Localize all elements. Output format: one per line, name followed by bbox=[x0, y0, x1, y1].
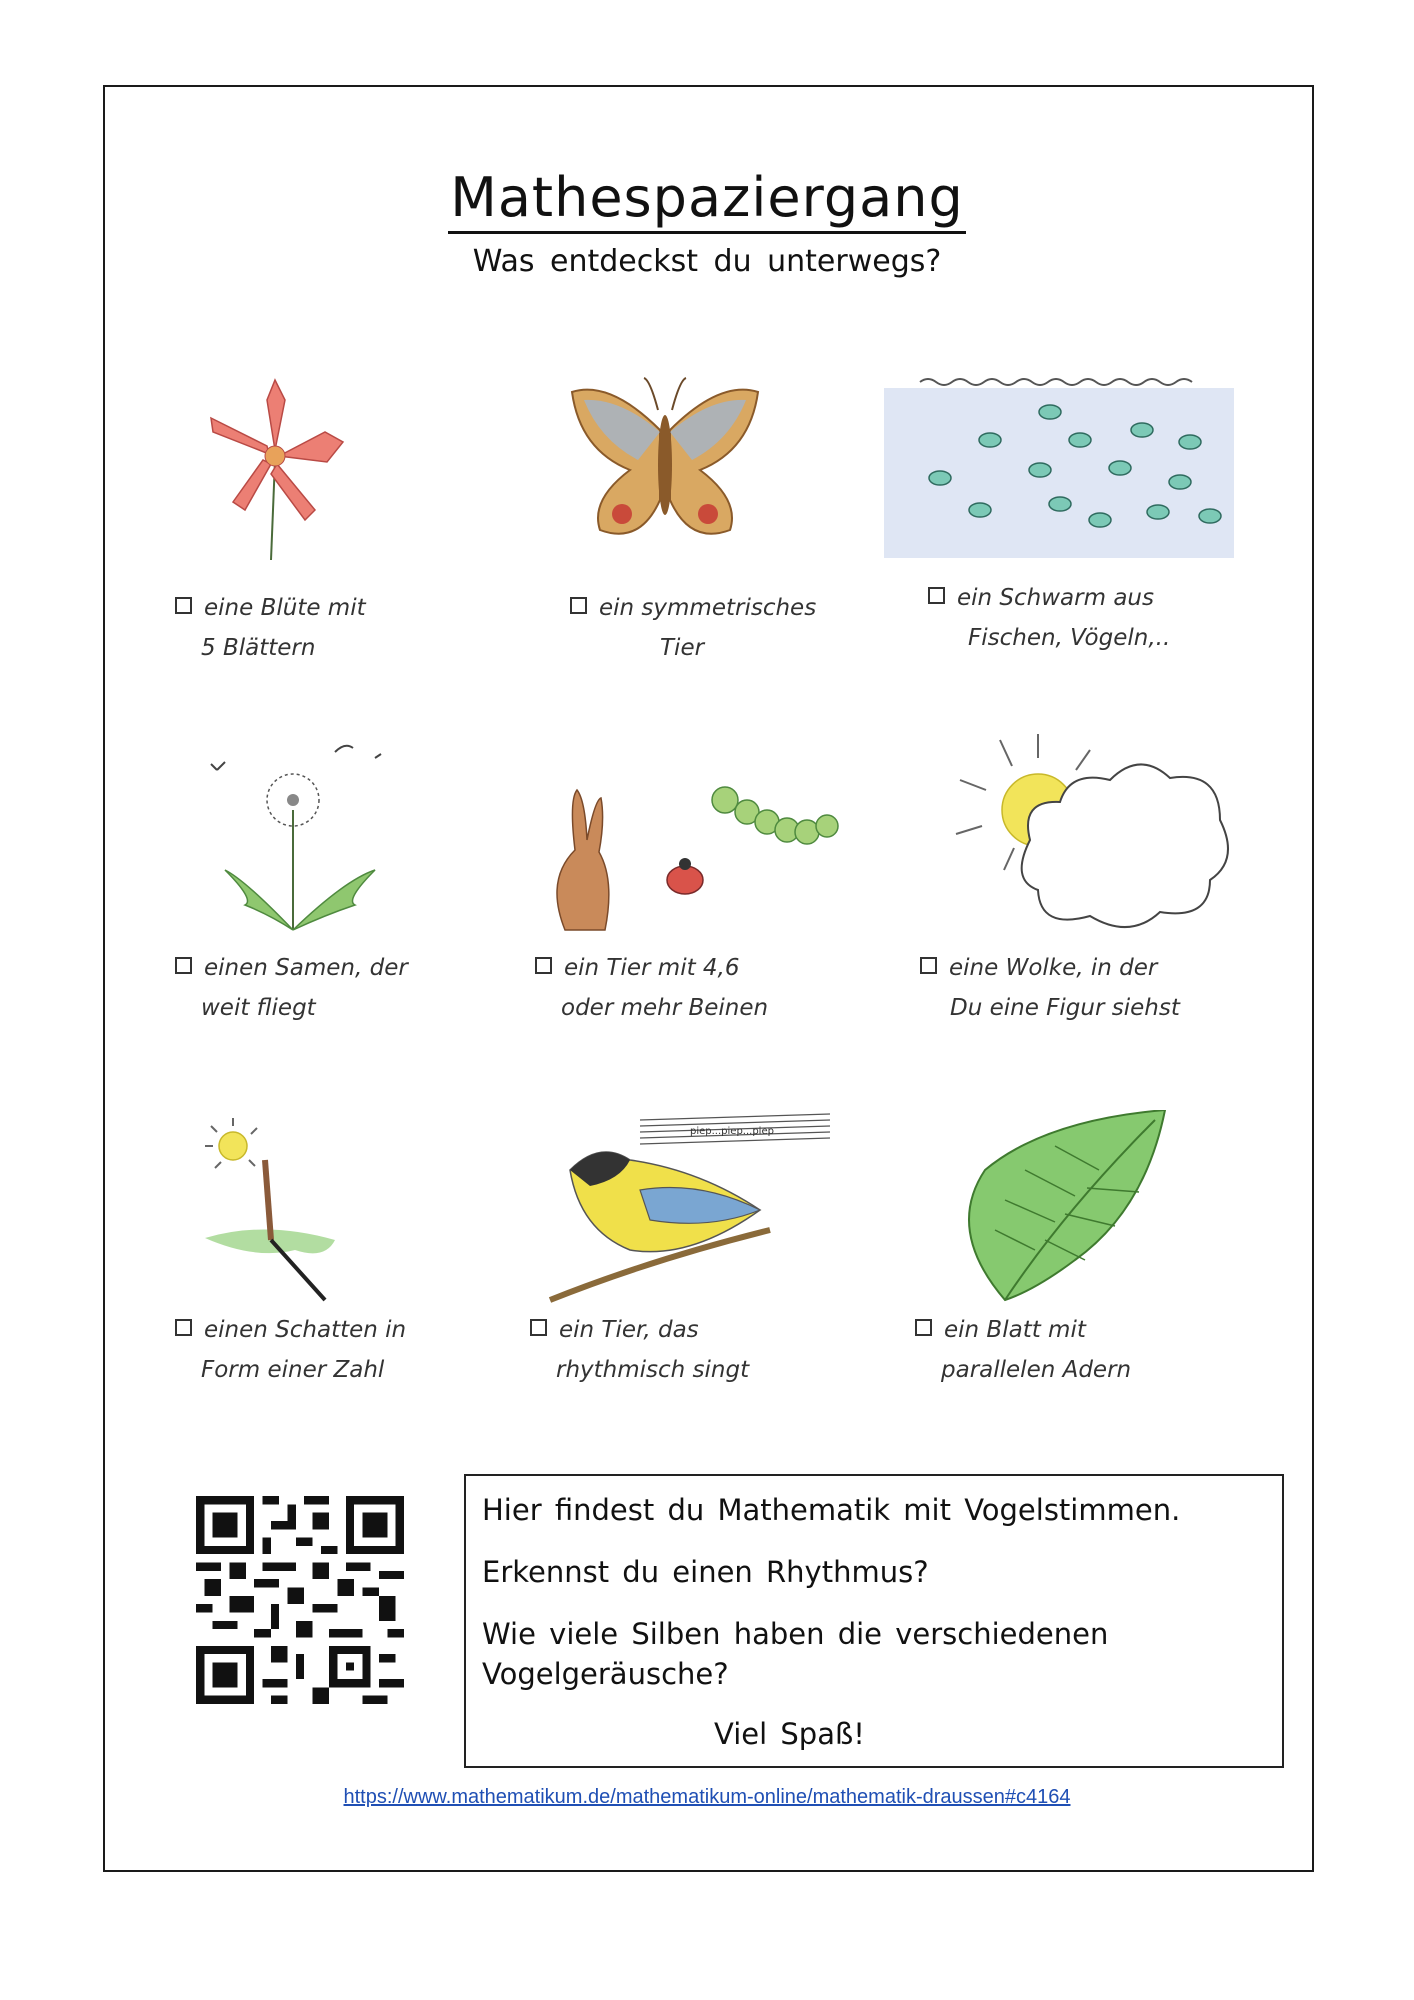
caption-line1: ein Schwarm aus bbox=[957, 585, 1154, 611]
caption-line1: ein symmetrisches bbox=[599, 595, 817, 621]
singing-bird-icon bbox=[530, 1110, 850, 1310]
checkbox[interactable] bbox=[530, 1319, 547, 1336]
item-caption bbox=[915, 1310, 1131, 1390]
caption-line2: Fischen, Vögeln,.. bbox=[968, 625, 1171, 651]
animals-icon bbox=[535, 760, 855, 940]
info-box bbox=[464, 1474, 1284, 1768]
item-caption bbox=[920, 948, 1180, 1028]
checkbox[interactable] bbox=[928, 587, 945, 604]
caption-line2: weit fliegt bbox=[201, 995, 316, 1021]
item-caption bbox=[570, 588, 816, 668]
checkbox[interactable] bbox=[570, 597, 587, 614]
caption-line2: parallelen Adern bbox=[941, 1357, 1132, 1383]
qr-code-icon[interactable] bbox=[196, 1496, 404, 1704]
caption-line1: ein Tier mit 4,6 bbox=[564, 955, 740, 981]
caption-line1: eine Wolke, in der bbox=[949, 955, 1158, 981]
item-caption bbox=[928, 578, 1170, 658]
page-subtitle: Was entdeckst du unterwegs? bbox=[472, 244, 942, 279]
item-caption bbox=[175, 948, 408, 1028]
item-leaf bbox=[915, 1110, 1295, 1400]
checkbox[interactable] bbox=[175, 957, 192, 974]
page-title: Mathespaziergang bbox=[448, 165, 966, 234]
item-caption bbox=[175, 588, 366, 668]
butterfly-icon bbox=[560, 370, 770, 570]
info-line4: Viel Spaß! bbox=[714, 1717, 865, 1751]
source-link[interactable]: https://www.mathematikum.de/mathematikum-online/mathematik-draussen#c4164 bbox=[343, 1786, 1071, 1808]
item-shadow-stick bbox=[175, 1110, 555, 1400]
leaf-icon bbox=[915, 1110, 1175, 1310]
item-singing-bird bbox=[530, 1110, 910, 1400]
cloud-sun-icon bbox=[920, 730, 1240, 940]
item-fish-swarm bbox=[880, 370, 1240, 670]
caption-line2: Tier bbox=[660, 635, 705, 661]
item-caption bbox=[530, 1310, 749, 1390]
dandelion-icon bbox=[175, 730, 415, 940]
item-caption bbox=[535, 948, 768, 1028]
checkbox[interactable] bbox=[915, 1319, 932, 1336]
checkbox[interactable] bbox=[175, 1319, 192, 1336]
checkbox[interactable] bbox=[175, 597, 192, 614]
flower-icon bbox=[175, 370, 375, 570]
item-animals bbox=[535, 760, 915, 1030]
page-title-wrap bbox=[0, 165, 1414, 234]
checkbox[interactable] bbox=[535, 957, 552, 974]
item-cloud-sun bbox=[920, 730, 1300, 1030]
fish-swarm-icon bbox=[880, 370, 1240, 560]
caption-line2: Du eine Figur siehst bbox=[950, 995, 1180, 1021]
item-dandelion bbox=[175, 730, 555, 1030]
shadow-stick-icon bbox=[175, 1110, 395, 1310]
item-caption bbox=[175, 1310, 406, 1390]
bird-song-text: piep...piep...piep bbox=[690, 1126, 774, 1137]
caption-line2: oder mehr Beinen bbox=[561, 995, 769, 1021]
caption-line2: Form einer Zahl bbox=[201, 1357, 385, 1383]
caption-line1: ein Tier, das bbox=[559, 1317, 699, 1343]
caption-line1: eine Blüte mit bbox=[204, 595, 366, 621]
info-line2: Erkennst du einen Rhythmus? bbox=[482, 1555, 929, 1589]
info-line1: Hier findest du Mathematik mit Vogelstimmen. bbox=[482, 1493, 1181, 1527]
info-line3: Wie viele Silben haben die verschiedenen Vogelgeräusche? bbox=[482, 1617, 1109, 1691]
caption-line1: einen Schatten in bbox=[204, 1317, 407, 1343]
caption-line2: 5 Blättern bbox=[201, 635, 316, 661]
checkbox[interactable] bbox=[920, 957, 937, 974]
caption-line1: ein Blatt mit bbox=[944, 1317, 1086, 1343]
caption-line2: rhythmisch singt bbox=[556, 1357, 750, 1383]
caption-line1: einen Samen, der bbox=[204, 955, 408, 981]
item-flower bbox=[175, 370, 555, 670]
